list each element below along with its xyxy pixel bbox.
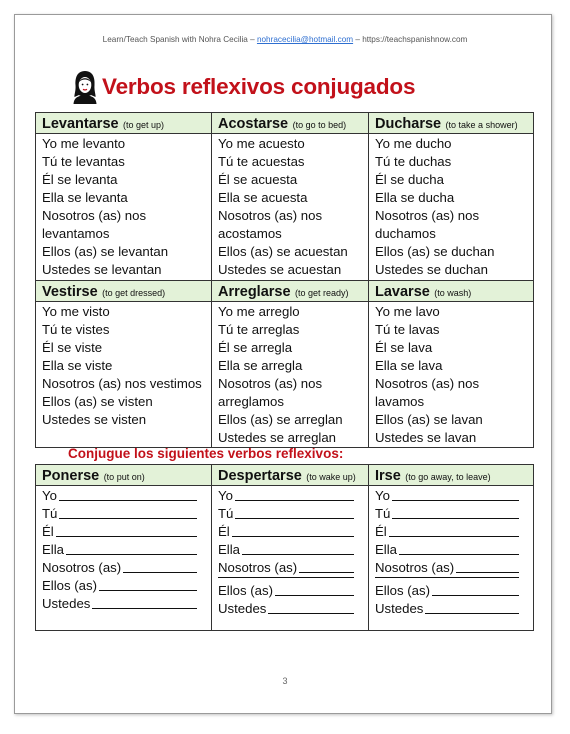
verb-name: Acostarse (218, 115, 289, 132)
answer-blank[interactable] (92, 595, 197, 609)
conjugation-line: Ustedes se acuestan (218, 262, 342, 277)
verb-translation: (to wash) (434, 287, 472, 298)
conjugation-line: Yo me visto (42, 304, 110, 319)
answer-line[interactable] (42, 487, 205, 505)
pronoun-label: Yo (218, 488, 233, 503)
conjugation-line: Ellos (as) se acuestan (218, 244, 348, 259)
answer-blank[interactable] (299, 559, 354, 573)
pronoun-label: Nosotros (as) (375, 560, 455, 575)
answer-line[interactable] (375, 541, 527, 559)
conjugation-line: Ella se viste (42, 358, 113, 373)
conjugation-line: Nosotros (as) nos (218, 208, 323, 223)
conjugation-line: Ellos (as) se visten (42, 394, 153, 409)
conjugation-header-row (36, 113, 534, 134)
header-suffix: – https://teachspanishnow.com (353, 35, 468, 44)
pronoun-label: Ustedes (375, 601, 424, 616)
answer-line[interactable] (42, 523, 205, 541)
pronoun-label: Ustedes (218, 601, 267, 616)
answer-line[interactable] (375, 559, 527, 577)
conjugation-line: Ellos (as) se lavan (375, 412, 483, 427)
conjugation-line: Nosotros (as) nos (218, 376, 323, 391)
answer-line[interactable] (375, 523, 527, 541)
header-email-link[interactable]: nohracecilia@hotmail.com (256, 35, 354, 44)
conjugation-cell (369, 302, 534, 448)
conjugation-line: Ella se lava (375, 358, 443, 373)
verb-header (369, 281, 534, 302)
answer-blank[interactable] (268, 600, 354, 614)
conjugation-line: Ellos (as) se duchan (375, 244, 495, 259)
header-prefix: Learn/Teach Spanish with Nohra Cecilia – (102, 35, 257, 44)
answer-blank[interactable] (392, 505, 519, 519)
verb-header (36, 281, 212, 302)
conjugation-line: Ella se acuesta (218, 190, 308, 205)
pronoun-label: Tú (218, 506, 234, 521)
conjugation-line: Ella se arregla (218, 358, 303, 373)
conjugation-table (35, 112, 534, 448)
answer-blank[interactable] (218, 577, 354, 578)
answer-blank[interactable] (375, 577, 519, 578)
answer-line[interactable] (42, 505, 205, 523)
verb-translation: (to get up) (123, 119, 165, 130)
verb-translation: (to go to bed) (292, 119, 347, 130)
verb-header (212, 113, 369, 134)
conjugation-line: Yo me arreglo (218, 304, 300, 319)
conjugation-line: Él se viste (42, 340, 103, 355)
conjugation-line: Nosotros (as) nos (42, 208, 147, 223)
answer-blank[interactable] (456, 559, 519, 573)
answer-line[interactable] (218, 523, 362, 541)
pronoun-label: Nosotros (as) (42, 560, 122, 575)
pronoun-label: Ella (218, 542, 240, 557)
answer-blank[interactable] (432, 582, 519, 596)
conjugation-header-row (36, 281, 534, 302)
page-number: 3 (282, 676, 288, 686)
woman-avatar-icon (72, 70, 98, 104)
conjugation-line: Tú te lavas (375, 322, 440, 337)
conjugation-line: Yo me ducho (375, 136, 452, 151)
practice-cell (212, 486, 369, 631)
conjugation-line: Nosotros (as) nos (375, 208, 480, 223)
conjugation-cell (36, 134, 212, 281)
conjugation-line: Ella se levanta (42, 190, 128, 205)
conjugation-line: Yo me acuesto (218, 136, 305, 151)
answer-line[interactable] (375, 600, 527, 618)
verb-name: Lavarse (375, 283, 430, 300)
verb-translation: (to put on) (103, 471, 145, 482)
answer-line[interactable] (42, 559, 205, 577)
conjugation-body-row (36, 134, 534, 281)
verb-header (36, 465, 212, 486)
title-row (72, 68, 415, 106)
verb-header (36, 113, 212, 134)
answer-blank[interactable] (392, 487, 519, 501)
conjugation-line: Tú te duchas (375, 154, 452, 169)
verb-translation: (to get ready) (295, 287, 349, 298)
answer-blank[interactable] (425, 600, 519, 614)
practice-table (35, 464, 534, 631)
conjugation-line: arreglamos (218, 394, 284, 409)
conjugation-line: Yo me levanto (42, 136, 126, 151)
verb-name: Arreglarse (218, 283, 291, 300)
conjugation-line: duchamos (375, 226, 436, 241)
conjugation-line: Él se lava (375, 340, 433, 355)
answer-line[interactable] (42, 541, 205, 559)
conjugation-line: Ustedes se duchan (375, 262, 488, 277)
conjugation-line: Nosotros (as) nos vestimos (42, 376, 202, 391)
answer-blank[interactable] (235, 487, 354, 501)
answer-blank[interactable] (59, 487, 197, 501)
conjugation-line: Ustedes se levantan (42, 262, 162, 277)
conjugation-line: Él se levanta (42, 172, 118, 187)
practice-header-row (36, 465, 534, 486)
answer-line[interactable] (218, 541, 362, 559)
conjugation-line: Él se acuesta (218, 172, 298, 187)
verb-header (369, 113, 534, 134)
conjugation-body-row (36, 302, 534, 448)
conjugation-line: Él se arregla (218, 340, 293, 355)
verb-name: Ducharse (375, 115, 442, 132)
answer-blank[interactable] (56, 523, 197, 537)
answer-line[interactable] (218, 582, 362, 600)
pronoun-label: Él (42, 524, 54, 539)
verb-header (212, 281, 369, 302)
verb-name: Despertarse (218, 467, 302, 484)
answer-line[interactable] (375, 505, 527, 523)
conjugation-cell (369, 134, 534, 281)
verb-name: Irse (375, 467, 401, 484)
practice-body-row (36, 486, 534, 631)
answer-blank[interactable] (123, 559, 197, 573)
conjugation-line: Tú te acuestas (218, 154, 305, 169)
pronoun-label: Ellos (as) (375, 583, 430, 598)
conjugation-line: Él se ducha (375, 172, 444, 187)
verb-translation: (to get dressed) (102, 287, 166, 298)
practice-heading: Conjugue los siguientes verbos reflexivos: (68, 446, 344, 461)
pronoun-label: Yo (375, 488, 390, 503)
verb-header (212, 465, 369, 486)
conjugation-line: Ella se ducha (375, 190, 455, 205)
conjugation-cell (212, 134, 369, 281)
conjugation-line: levantamos (42, 226, 110, 241)
verb-translation: (to take a shower) (445, 119, 518, 130)
answer-blank[interactable] (235, 505, 354, 519)
page-title: Verbos reflexivos conjugados (102, 74, 416, 99)
answer-blank[interactable] (99, 577, 197, 591)
answer-blank[interactable] (66, 541, 197, 555)
conjugation-line: Tú te vistes (42, 322, 110, 337)
pronoun-label: Nosotros (as) (218, 560, 298, 575)
verb-header (369, 465, 534, 486)
page-header (0, 35, 570, 44)
answer-blank[interactable] (275, 582, 354, 596)
conjugation-line: Ellos (as) se levantan (42, 244, 169, 259)
verb-translation: (to wake up) (306, 471, 356, 482)
conjugation-line: Tú te levantas (42, 154, 125, 169)
conjugation-line: Ellos (as) se arreglan (218, 412, 343, 427)
answer-line[interactable] (218, 505, 362, 523)
conjugation-line: Nosotros (as) nos (375, 376, 480, 391)
answer-blank[interactable] (399, 541, 519, 555)
verb-name: Levantarse (42, 115, 119, 132)
answer-line[interactable] (375, 582, 527, 600)
conjugation-line: Yo me lavo (375, 304, 440, 319)
conjugation-cell (212, 302, 369, 448)
verb-name: Vestirse (42, 283, 98, 300)
pronoun-label: Yo (42, 488, 57, 503)
conjugation-line: Ustedes se lavan (375, 430, 477, 445)
conjugation-line: Ustedes se arreglan (218, 430, 337, 445)
pronoun-label: Ella (375, 542, 397, 557)
answer-blank[interactable] (232, 523, 354, 537)
pronoun-label: Él (375, 524, 387, 539)
conjugation-line: Tú te arreglas (218, 322, 300, 337)
conjugation-line: Ustedes se visten (42, 412, 147, 427)
verb-name: Ponerse (42, 467, 100, 484)
pronoun-label: Ellos (as) (42, 578, 97, 593)
pronoun-label: Tú (375, 506, 391, 521)
pronoun-label: Ella (42, 542, 64, 557)
answer-blank[interactable] (242, 541, 354, 555)
answer-blank[interactable] (389, 523, 519, 537)
conjugation-line: acostamos (218, 226, 282, 241)
verb-translation: (to go away, to leave) (405, 471, 491, 482)
answer-line[interactable] (218, 487, 362, 505)
answer-blank[interactable] (59, 505, 197, 519)
answer-line[interactable] (218, 600, 362, 618)
conjugation-line: lavamos (375, 394, 425, 409)
answer-line[interactable] (218, 559, 362, 577)
pronoun-label: Ustedes (42, 596, 91, 611)
pronoun-label: Ellos (as) (218, 583, 273, 598)
conjugation-cell (36, 302, 212, 448)
answer-line[interactable] (42, 595, 205, 613)
practice-cell (36, 486, 212, 631)
answer-line[interactable] (375, 487, 527, 505)
pronoun-label: Él (218, 524, 230, 539)
answer-line[interactable] (42, 577, 205, 595)
pronoun-label: Tú (42, 506, 58, 521)
practice-cell (369, 486, 534, 631)
